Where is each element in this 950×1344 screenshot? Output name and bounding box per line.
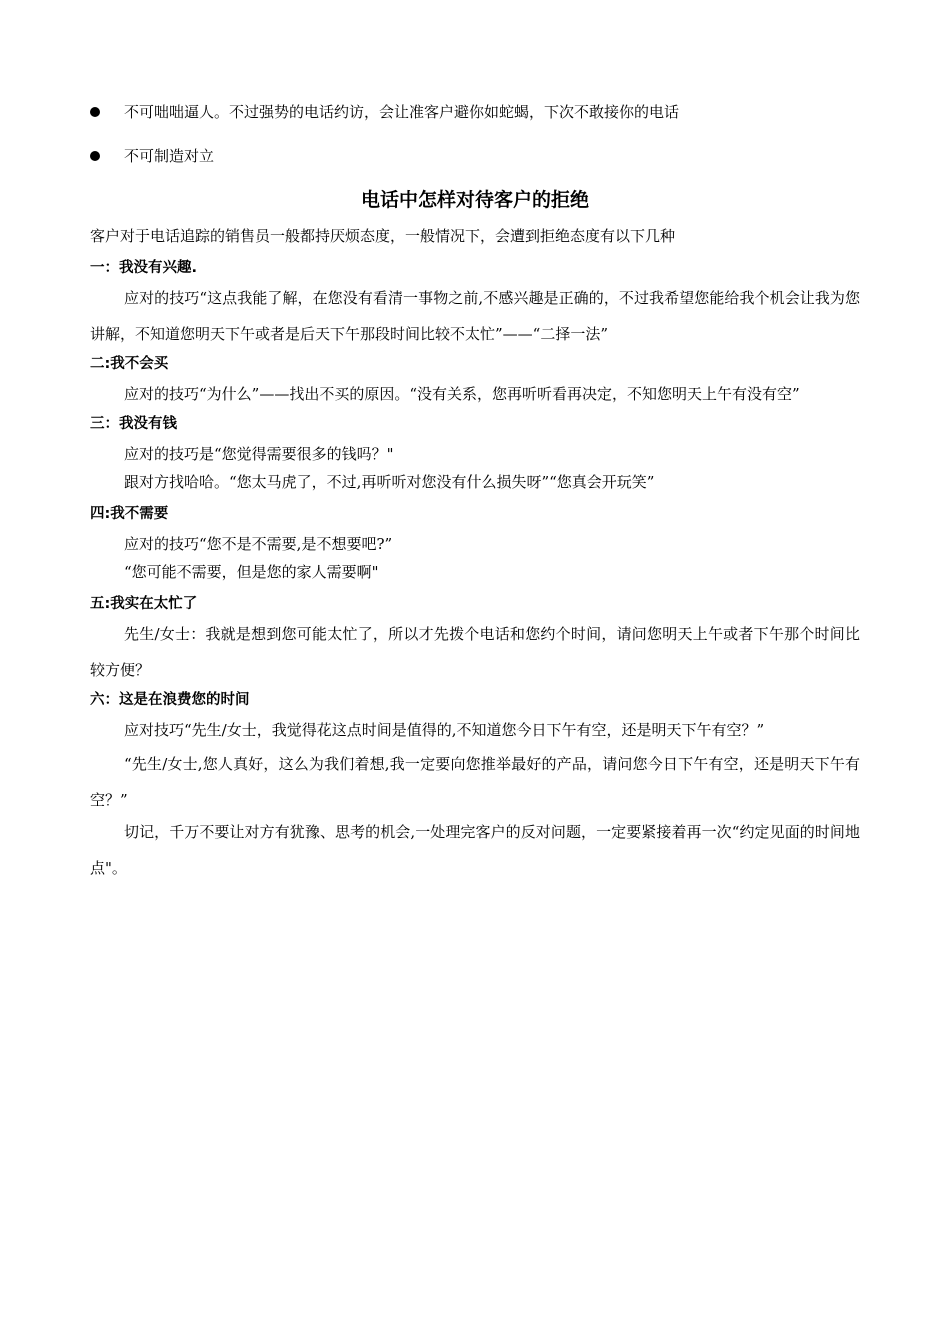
section-paragraph: 应对的技巧“您不是不需要,是不想要吧?” (124, 535, 393, 553)
bullet-dot-icon (90, 107, 100, 117)
section-paragraph: 应对技巧“先生/女士，我觉得花这点时间是值得的,不知道您今日下午有空，还是明天下午有空？” (124, 721, 765, 739)
intro-paragraph: 客户对于电话追踪的销售员一般都持厌烦态度，一般情况下，会遭到拒绝态度有以下几种 (90, 227, 676, 245)
section-paragraph: 先生/女士：我就是想到您可能太忙了，所以才先拨个电话和您约个时间，请问您明天上午或者下午那个时间比较方便？ (90, 625, 860, 679)
bullet-dot-icon (90, 151, 100, 161)
section-heading: 五:我实在太忙了 (90, 596, 198, 612)
bullet-text: 不可制造对立 (124, 147, 215, 165)
section-heading: 三：我没有钱 (90, 416, 177, 432)
section-paragraph: 应对的技巧“这点我能了解，在您没有看清一事物之前,不感兴趣是正确的，不过我希望您能给我个机会让我为您讲解，不知道您明天下午或者是后天下午那段时间比较不太忙”——“二择一法” (90, 289, 860, 343)
bullet-text: 不可咄咄逼人。不过强势的电话约访，会让准客户避你如蛇蝎，下次不敢接你的电话 (124, 103, 680, 121)
section-heading: 四:我不需要 (90, 506, 169, 522)
section-paragraph: 切记，千万不要让对方有犹豫、思考的机会,一处理完客户的反对问题，一定要紧接着再一次“约定见面的时间地点"。 (90, 823, 860, 877)
section-paragraph: 应对的技巧是“您觉得需要很多的钱吗？" (124, 445, 394, 463)
section-paragraph: 跟对方找哈哈。“您太马虎了，不过,再听听对您没有什么损失呀”“您真会开玩笑” (124, 473, 655, 491)
document-body (90, 224, 860, 888)
section-paragraph: 应对的技巧“为什么”——找出不买的原因。“没有关系，您再听听看再决定，不知您明天上午有没有空” (124, 385, 800, 403)
section-paragraph: “您可能不需要，但是您的家人需要啊" (124, 563, 379, 581)
section-heading: 六：这是在浪费您的时间 (90, 692, 250, 708)
document-title: 电话中怎样对待客户的拒绝 (360, 189, 589, 211)
section-heading: 一：我没有兴趣. (90, 260, 198, 276)
section-paragraph: “先生/女士,您人真好，这么为我们着想,我一定要向您推举最好的产品，请问您今日下午有空，还是明天下午有空？” (90, 755, 860, 809)
section-heading: 二:我不会买 (90, 356, 169, 372)
